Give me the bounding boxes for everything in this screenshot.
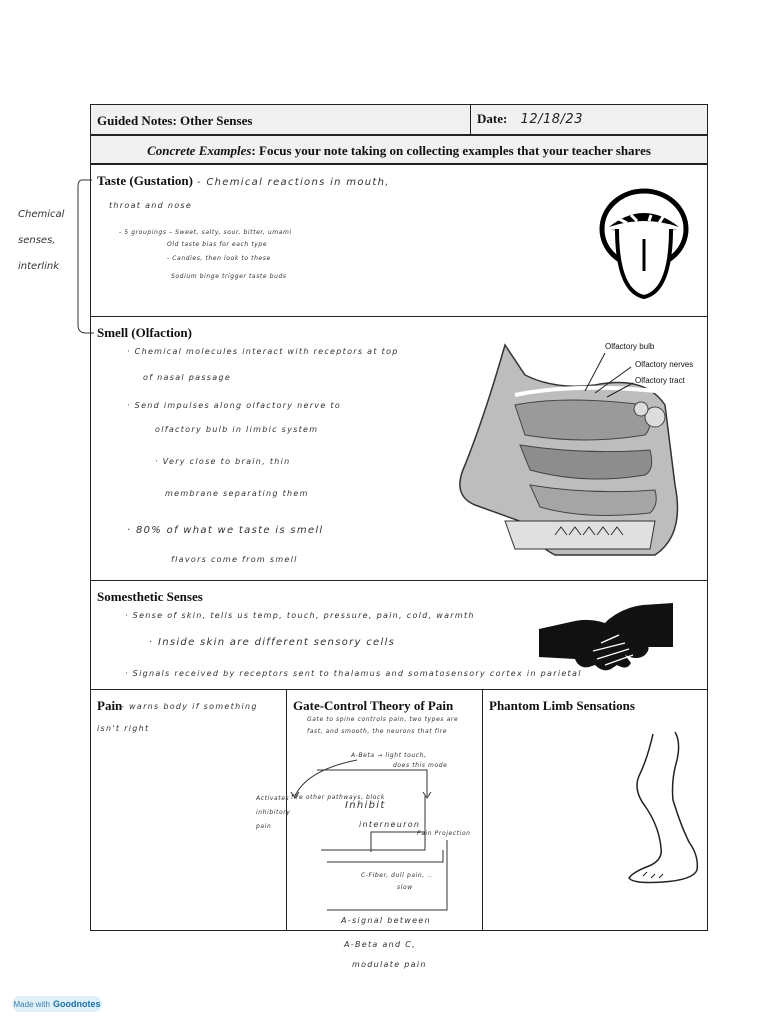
margin-note-line: Chemical [18,209,65,220]
diagram-label: Olfactory nerves [635,360,694,369]
margin-note-line: senses, [18,235,56,246]
date-value: 12/18/23 [520,112,583,127]
pain-note: - warns body if something [121,702,258,711]
diagram-label: Olfactory bulb [605,342,655,351]
notes-sheet [90,104,708,931]
gate-note: A-Beta → light touch, [351,752,427,759]
instructions-text: : Focus your note taking on collecting examples that your teacher shares [251,143,651,158]
tongue-icon [597,179,691,303]
header-row [91,105,707,136]
phantom-cell [483,690,707,930]
instructions-row [91,136,707,165]
instructions-emphasis: Concrete Examples [147,143,252,158]
bottom-row [91,690,707,930]
margin-note [18,202,64,280]
smell-note: · Very close to brain, thin [155,457,291,466]
goodnotes-badge[interactable] [12,996,102,1012]
gate-note: does this mode [393,762,448,769]
date-field [471,105,707,134]
gate-cell [287,690,483,930]
somesthetic-section [91,581,707,690]
phantom-title: Phantom Limb Sensations [489,698,635,713]
nasal-cavity-diagram [445,335,701,565]
gate-note: Gate to spine controls pain, two types are [307,716,459,723]
taste-note: Sodium binge trigger taste buds [171,273,287,280]
somesthetic-title: Somesthetic Senses [97,589,203,604]
taste-section [91,165,707,317]
taste-note: - Chemical reactions in mouth, [197,177,390,188]
taste-title: Taste (Gustation) [97,173,193,188]
taste-note: Old taste bias for each type [167,241,268,248]
somesthetic-note: · Sense of skin, tells us temp, touch, pressure, pain, cold, warmth [125,611,475,620]
gate-note: slow [397,884,413,891]
goodnotes-brand: Goodnotes [52,999,101,1009]
handshake-icon [535,599,677,675]
goodnotes-made-with: Made with [13,999,50,1009]
smell-section [91,317,707,581]
gate-side-note: Activates inhibitory pain [256,795,291,830]
gate-note: modulate pain [352,960,427,969]
leg-icon [623,730,703,886]
pain-note: isn't right [97,724,150,733]
smell-title: Smell (Olfaction) [97,325,192,340]
gate-flow-arrows [287,740,483,920]
taste-note: - Candies, then look to these [167,255,271,262]
diagram-label: Olfactory tract [635,376,685,385]
smell-note: olfactory bulb in limbic system [155,425,319,434]
gate-note: Pain Projection [417,830,471,837]
gate-note: Inhibit [345,800,386,811]
gate-note: fire other pathways, block [291,794,385,801]
gate-title: Gate-Control Theory of Pain [293,698,454,713]
gate-note: C-Fiber, dull pain, .. [361,872,433,879]
date-label: Date: [477,111,508,126]
margin-note-line: interlink [18,261,59,272]
smell-note: of nasal passage [143,373,232,382]
page-title: Guided Notes: Other Senses [91,105,471,134]
smell-note: flavors come from smell [171,555,298,564]
smell-note: · Send impulses along olfactory nerve to [127,401,342,410]
taste-note: - 5 groupings – Sweet, salty, sour, bitter, umami [119,229,292,236]
somesthetic-note: · Signals received by receptors sent to thalamus and somatosensory cortex in parietal [125,669,582,678]
somesthetic-note: · Inside skin are different sensory cells [149,637,396,648]
pain-title: Pain [97,698,123,713]
gate-note: fast, and smooth, the neurons that fire [307,728,448,735]
gate-note: A-signal between [341,916,431,925]
gate-note: interneuron [359,820,421,829]
smell-note: membrane separating them [165,489,309,498]
smell-note: · Chemical molecules interact with receptors at top [127,347,399,356]
gate-note: A-Beta and C, [344,940,416,949]
smell-note: · 80% of what we taste is smell [127,525,324,536]
taste-note: throat and nose [109,201,193,210]
